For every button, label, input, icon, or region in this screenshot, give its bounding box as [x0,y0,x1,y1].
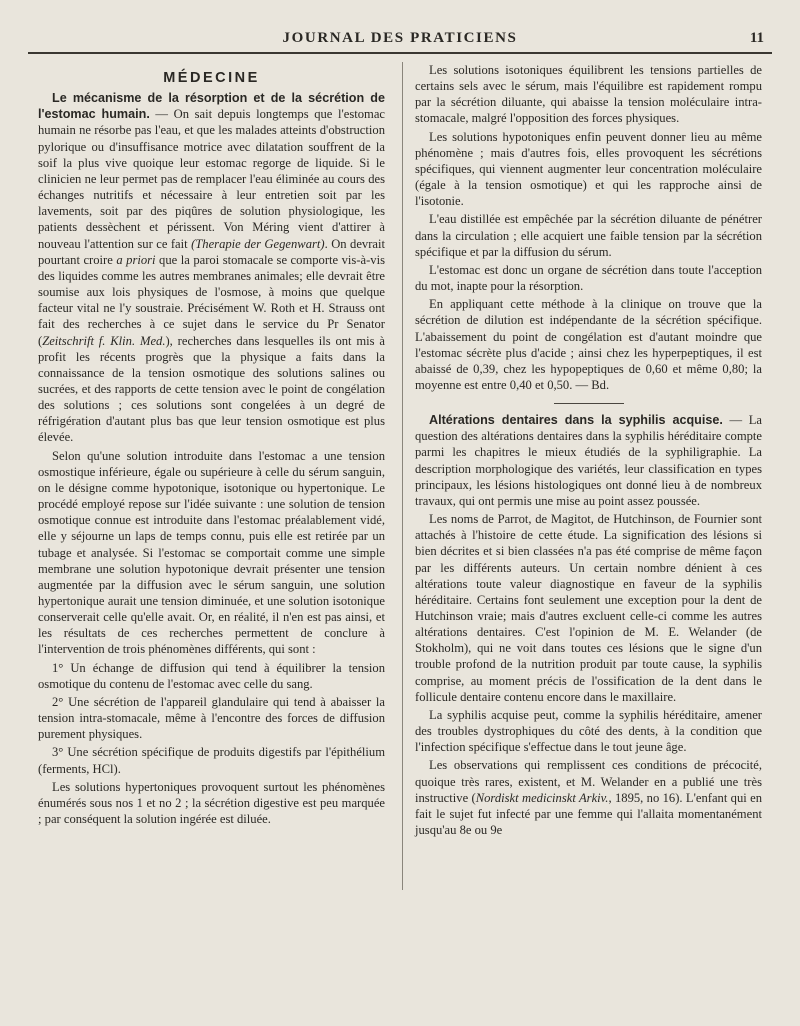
article-title: Le mécanisme de la résorption et de la sécrétion de l'estomac humain. [38,91,385,122]
paragraph: 3° Une sécrétion spécifique de produits digestifs par l'épithélium (ferments, HCl). [38,745,385,776]
left-column [38,62,385,829]
journal-title: JOURNAL DES PRATICIENS [282,30,518,46]
paragraph: Selon qu'une solution introduite dans l'estomac a une tension osmostique inférieure, égale ou supérieure à celle du sérum sanguin, on le désigne comme hypotonique, isotonique ou hypertonique. Le procédé employé repose sur l'idée suivante : une solution de tension osmotique connue est introduite dans l'estomac préalablement vidé, elle y séjourne un laps de temps connu, puis elle est retirée par un tubage et analysée. Si l'estomac se comportait comme une simple membrane une solution hypotonique devrait présenter une tension augmentée par la diffusion avec le sérum sanguin, une solution hypertonique aurait une tension diminuée, et une solution isotonique conserverait celle qu'elle avait. Or, en réalité, il n'en est pas ainsi, et les résultats de ces recherches permettent de conclure à l'intervention de trois phénomènes différents, qui sont : [38,448,385,657]
paragraph: En appliquant cette méthode à la clinique on trouve que la sécrétion de dilution est indépendante de la sécrétion spécifique. L'abaissement du point de congélation est d'autant moindre que l'estomac sécrète plus d'acide ; ainsi chez les hyperpeptiques, il est abaissé de 0,39, chez les hypopeptiques de 0,60 et même 0,80; la moyenne est entre 0,40 et 0,50. — Bd. [415,297,762,392]
column-divider [402,62,403,890]
paragraph: L'eau distillée est empêchée par la sécrétion diluante de pénétrer dans la circulation ; elle acquiert une faible tension par la sécrétion spécifique et par la diffusion du sérum. [415,212,762,259]
page-number: 11 [749,30,764,46]
article-separator [554,403,624,404]
paragraph: Les observations qui remplissent ces conditions de précocité, quoique très rares, existent, et M. Welander en a publié une très instructive (Nordiskt medicinskt Arkiv., 1895, no 16). L'enfant qui en fait le sujet fut infecté par une femme qui l'allaita momentanément jusqu'au 8e ou 9e [415,758,763,838]
paragraph: Les solutions hypertoniques provoquent surtout les phénomènes énumérés sous nos 1 et no 2 ; la sécrétion digestive est peu marquée ; par conséquent la solution ingérée est diluée. [38,779,385,827]
header-rule [28,52,772,54]
right-column [415,62,762,840]
section-title: MÉDECINE [163,70,260,86]
paragraph: Le mécanisme de la résorption et de la sécrétion de l'estomac humain. — On sait depuis longtemps que l'estomac humain ne résorbe pas l'eau, et que les malades atteints d'obstruction pylorique ou d'insuffisance motrice avec dilatation souffrent de la soif la plus vive quoique leur estomac regorge de liquide. Si le clinicien ne leur permet pas de remplacer l'eau éliminée au cours des échanges nutritifs et nécessaire à leur entretien soit par les lavements, soit par des piqûres de solution physiologique, les patients dessèchent et périssent. Von Méring vient d'attirer à nouveau l'attention sur ce fait (Therapie der Gegenwart). On devrait pourtant croire a priori que la paroi stomacale se comporte vis-à-vis des liquides comme les autres membranes animales; elle devrait être soumise aux lois physiques de l'osmose, à moins que quelque facteur vital ne l'y soustraie. Précisément W. Roth et H. Strauss ont fait des recherches à ce sujet dans le service du Pr Senator (Zeitschrift f. Klin. Med.), recherches dans lesquelles ils ont mis à profit les récents progrès que la physique a faits dans la connaissance de la tension osmotique des solutions salines ou sucrées, et des rapports de cette tension avec le point de congélation des solutions ; ces solutions sont congelées à un degré de réfrigération d'autant plus bas que leur tension osmotique est plus élevée. [38,91,385,445]
page-header [28,30,772,52]
paragraph: La syphilis acquise peut, comme la syphilis héréditaire, amener des troubles dystrophiques du côté des dents, à la condition que l'infection spécifique s'effectue dans le tout jeune âge. [415,707,762,755]
paragraph: L'estomac est donc un organe de sécrétion dans toute l'acception du mot, inapte pour la résorption. [415,262,762,294]
article-title: Altérations dentaires dans la syphilis acquise. [429,413,723,428]
paragraph: 2° Une sécrétion de l'appareil glandulaire qui tend à abaisser la tension intra-stomacale, même à l'encontre des forces de diffusion purement physiques. [38,694,385,742]
paragraph: Altérations dentaires dans la syphilis acquise. — La question des altérations dentaires dans la syphilis héréditaire compte parmi les chapitres le mieux étudiés de la syphiligraphie. La description morphologique des variétés, leur classification en types principaux, les lésions histologiques ont donné lieu à de nombreux travaux, qui ont permis une mise au point assez poussée. [415,413,762,508]
paragraph: Les solutions hypotoniques enfin peuvent donner lieu au même phénomène ; mais d'autres fois, elles provoquent les sécrétions spécifiques, qui viennent augmenter leur concentration moléculaire (égale à la tension osmotique) et qui les rapproche ainsi de l'isotonie. [415,129,762,209]
paragraph: Les noms de Parrot, de Magitot, de Hutchinson, de Fournier sont attachés à l'histoire de cette étude. La signification des lésions si bien décrites et si bien classées n'a pas été comprise de même façon par les différents auteurs. Un certain nombre dénient à ces altérations toute valeur diagnostique en faveur de la syphilis héréditaire. Certains font seulement une exception pour la dent de Hutchinson vraie; mais d'autres excluent celle-ci comme les autres altérations dentaires. C'est l'opinion de M. E. Welander (de Stokholm), qui ne voit dans toutes ces lésions que le signe d'un trouble profond de la nutrition produit par toute cause, la syphilis comprise, au moment précis de l'ossification de la dent dans le follicule dentaire contenu encore dans le maxillaire. [415,512,762,704]
paragraph: 1° Un échange de diffusion qui tend à équilibrer la tension osmotique du contenu de l'estomac avec celle du sang. [38,660,385,691]
paragraph: Les solutions isotoniques équilibrent les tensions partielles de certains sels avec le sérum, mais l'équilibre est rapidement rompu par la sécrétion diluante, qui abaisse la tension moléculaire intra-stomacale, malgré l'opposition des forces physiques. [415,63,762,126]
